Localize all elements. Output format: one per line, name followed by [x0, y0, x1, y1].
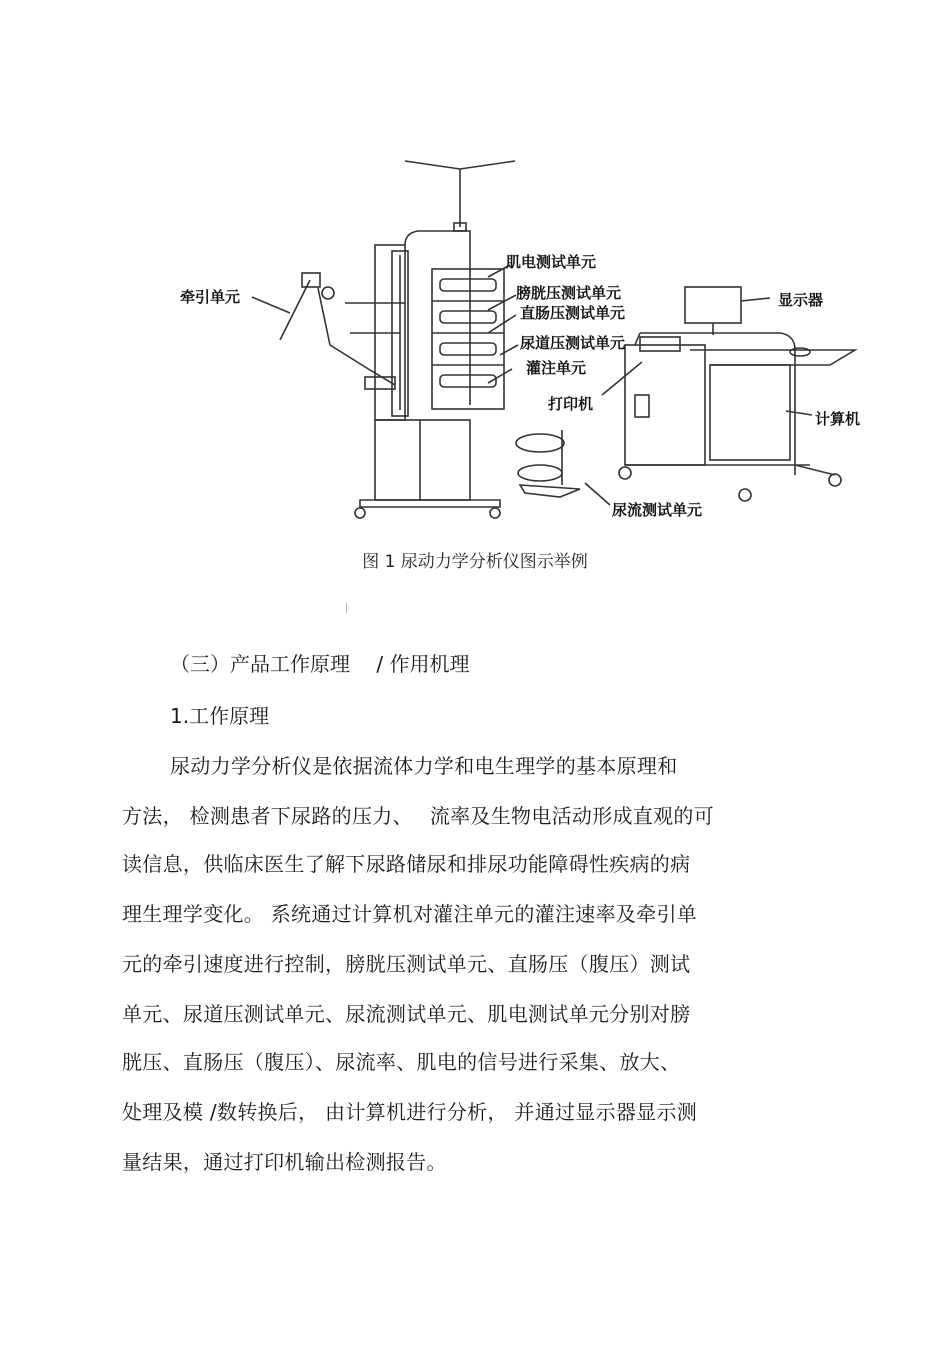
label-display: 显示器 [778, 291, 824, 309]
urodynamic-device-illustration [170, 155, 880, 530]
paragraph-line: 元的牵引速度进行控制，膀胱压测试单元、直肠压（腹压）测试 [122, 952, 691, 976]
label-rectal-unit: 直肠压测试单元 [520, 304, 626, 322]
paragraph-line: 处理及模 /数转换后， 由计算机进行分析， 并通过显示器显示测 [122, 1100, 698, 1124]
label-uroflow-unit: 尿流测试单元 [612, 501, 703, 519]
paragraph-line: 理生理学变化。 系统通过计算机对灌注单元的灌注速率及牵引单 [122, 902, 698, 926]
divider-mark [346, 603, 347, 613]
label-printer: 打印机 [548, 395, 594, 413]
figure-caption: 图 1 尿动力学分析仪图示举例 [362, 552, 588, 572]
section-heading: （三）产品工作原理 / 作用机理 [170, 652, 470, 676]
label-bladder-unit: 膀胱压测试单元 [516, 284, 622, 302]
label-urethral-unit: 尿道压测试单元 [520, 334, 626, 352]
paragraph-line: 单元、尿道压测试单元、尿流测试单元、肌电测试单元分别对膀 [122, 1002, 691, 1026]
label-emg-unit: 肌电测试单元 [506, 253, 597, 271]
paragraph-line: 读信息，供临床医生了解下尿路储尿和排尿功能障碍性疾病的病 [122, 852, 691, 876]
paragraph-line: 量结果，通过打印机输出检测报告。 [122, 1150, 447, 1174]
paragraph-line: 尿动力学分析仪是依据流体力学和电生理学的基本原理和 [170, 754, 678, 778]
device-figure [170, 155, 880, 530]
paragraph-line: 胱压、直肠压（腹压）、尿流率、肌电的信号进行采集、放大、 [122, 1050, 681, 1074]
label-computer: 计算机 [815, 410, 861, 428]
label-infusion-unit: 灌注单元 [526, 359, 587, 377]
paragraph-line: 方法， 检测患者下尿路的压力、 流率及生物电活动形成直观的可 [122, 804, 715, 828]
label-traction-unit: 牵引单元 [180, 288, 241, 306]
subsection-heading: 1.工作原理 [170, 704, 270, 728]
